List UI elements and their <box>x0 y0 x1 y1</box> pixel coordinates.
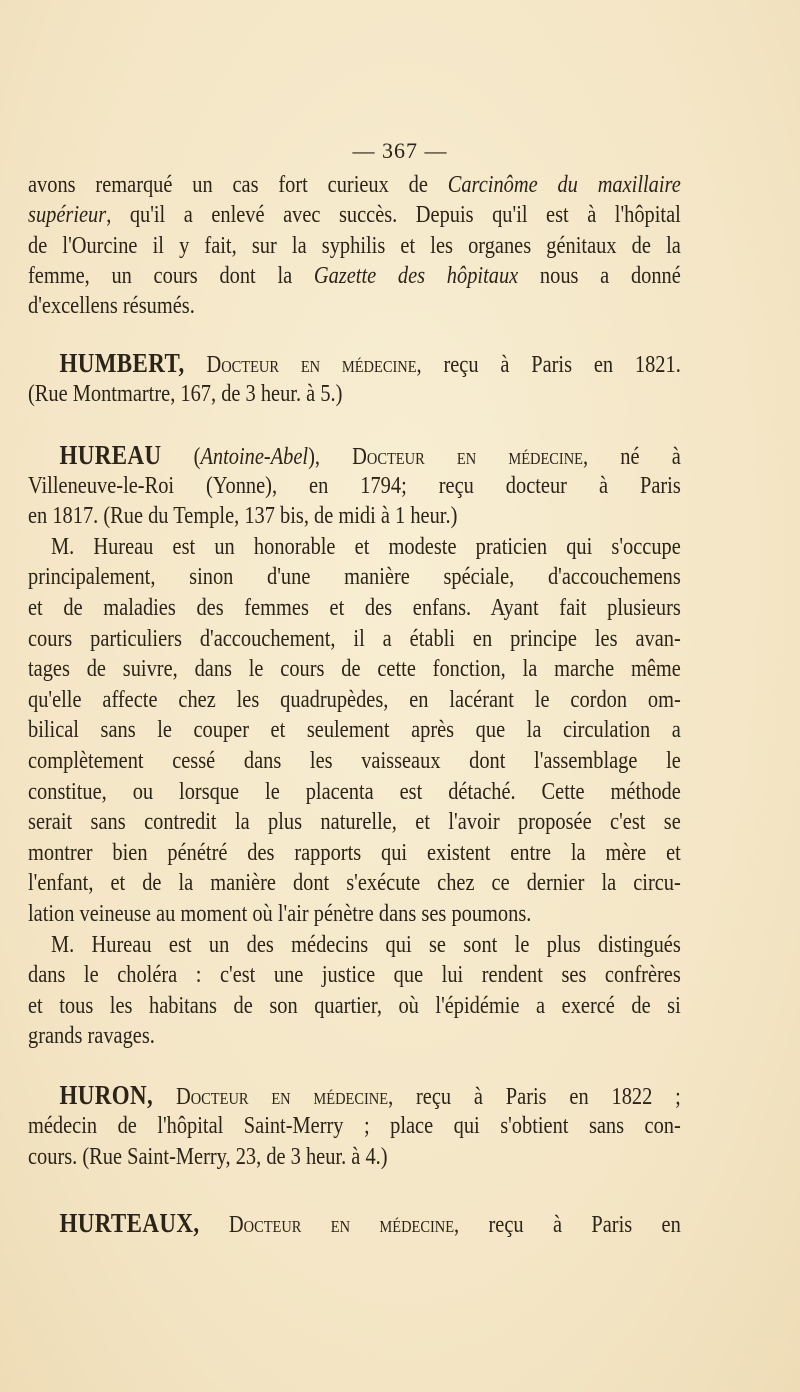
entry-name: HURTEAUX, <box>59 1208 200 1238</box>
text-line <box>28 868 681 898</box>
page-number: — 367 — <box>352 138 448 163</box>
text-segment: femme, un cours dont la <box>28 262 314 289</box>
text-segment: et de maladies des femmes et des enfans. Ayant fait plusieurs <box>28 595 681 621</box>
text-line <box>28 991 681 1021</box>
text-segment: serait sans contredit la plus naturelle, et l'avoir proposée c'est se <box>28 809 681 836</box>
italic-text: Gazette des hôpitaux <box>313 262 519 289</box>
text-line <box>28 501 681 531</box>
text-segment: et tous les habitans de son quartier, où l'épidémie a exercé de si <box>28 992 681 1019</box>
text-line <box>28 562 681 592</box>
text-line <box>28 685 681 715</box>
text-segment: lation veineuse au moment où l'air pénètre dans ses poumons. <box>28 901 532 927</box>
text-segment: qu'elle affecte chez les quadrupèdes, en lacérant le cordon om- <box>28 686 681 713</box>
text-segment: constitue, ou lorsque le placenta est détaché. Cette méthode <box>28 778 681 805</box>
text-line <box>28 379 681 409</box>
italic-text: Carcinôme du maxillaire <box>447 172 681 198</box>
text-line <box>28 960 681 990</box>
text-segment: reçu à Paris en 1821. <box>421 352 681 378</box>
text-segment: dans le choléra : c'est une justice que lui rendent ses confrères <box>28 962 681 989</box>
text-segment: l'enfant, et de la manière dont s'exécute chez ce dernier la circu- <box>28 870 681 897</box>
text-line <box>28 348 681 378</box>
text-line <box>28 1080 681 1110</box>
text-line <box>28 1111 681 1141</box>
italic-text: supérieur <box>28 202 107 229</box>
text-segment: reçu à Paris en 1822 ; <box>393 1084 681 1110</box>
text-segment: , né à <box>583 444 681 470</box>
entry-title: Docteur en médecine, <box>184 352 422 378</box>
text-segment: M. Hureau est un honorable et modeste praticien qui s'occupe <box>50 533 681 560</box>
text-line <box>28 593 681 623</box>
text-segment: complètement cessé dans les vaisseaux dont l'assemblage le <box>28 748 681 774</box>
text-line <box>28 200 681 230</box>
entry-title: Docteur en médecine, <box>153 1084 394 1110</box>
entry-title: Docteur en médecine <box>319 444 584 470</box>
text-line <box>28 838 681 868</box>
text-segment: médecin de l'hôpital Saint-Merry ; place qui s'obtient sans con- <box>28 1113 681 1139</box>
text-segment: Villeneuve-le-Roi (Yonne), en 1794; reçu docteur à Paris <box>28 472 681 499</box>
text-line <box>28 654 681 684</box>
text-line <box>28 170 681 200</box>
text-segment: nous a donné <box>518 262 681 289</box>
text-segment: ), <box>308 444 320 470</box>
text-segment: grands ravages. <box>28 1023 155 1050</box>
text-segment: cours particuliers d'accouchement, il a établi en principe les avan- <box>28 625 681 652</box>
entry-name: HURON, <box>59 1080 154 1110</box>
text-segment: , qu'il a enlevé avec succès. Depuis qu'il est à l'hôpital <box>106 202 681 229</box>
text-line <box>28 930 681 960</box>
text-segment: reçu à Paris en <box>459 1212 681 1238</box>
text-line <box>28 777 681 807</box>
text-segment: tages de suivre, dans le cours de cette fonction, la marche même <box>28 656 681 683</box>
text-line <box>28 746 681 776</box>
text-segment: avons remarqué un cas fort curieux de <box>28 172 448 198</box>
entry-name: HUMBERT, <box>59 348 185 378</box>
text-line <box>28 1142 681 1172</box>
italic-text: Antoine-Abel <box>200 444 309 470</box>
entry-title: Docteur en médecine, <box>199 1212 460 1238</box>
text-line <box>28 807 681 837</box>
text-segment: (Rue Montmartre, 167, de 3 heur. à 5.) <box>28 381 343 407</box>
text-segment: montrer bien pénétré des rapports qui existent entre la mère et <box>28 839 681 866</box>
text-line <box>28 231 681 261</box>
text-line <box>28 1021 681 1051</box>
text-segment: M. Hureau est un des médecins qui se sont le plus distingués <box>50 931 681 958</box>
text-segment: d'excellens résumés. <box>28 293 195 320</box>
text-segment: cours. (Rue Saint-Merry, 23, de 3 heur. à 4.) <box>28 1144 388 1170</box>
text-line <box>28 532 681 562</box>
text-segment: principalement, sinon d'une manière spéciale, d'accouchemens <box>28 564 681 591</box>
text-line <box>28 291 681 321</box>
text-line <box>28 624 681 654</box>
text-line <box>28 471 681 501</box>
text-line <box>28 715 681 745</box>
text-segment: en 1817. (Rue du Temple, 137 bis, de midi à 1 heur.) <box>28 503 458 530</box>
text-segment: de l'Ourcine il y fait, sur la syphilis et les organes génitaux de la <box>28 232 681 259</box>
text-line <box>28 261 681 291</box>
text-line <box>28 440 681 470</box>
entry-name: HUREAU <box>59 440 162 470</box>
text-segment: ( <box>161 444 201 470</box>
text-segment: bilical sans le couper et seulement après que la circulation a <box>28 717 681 744</box>
text-line <box>28 1208 681 1238</box>
text-line <box>28 899 681 929</box>
